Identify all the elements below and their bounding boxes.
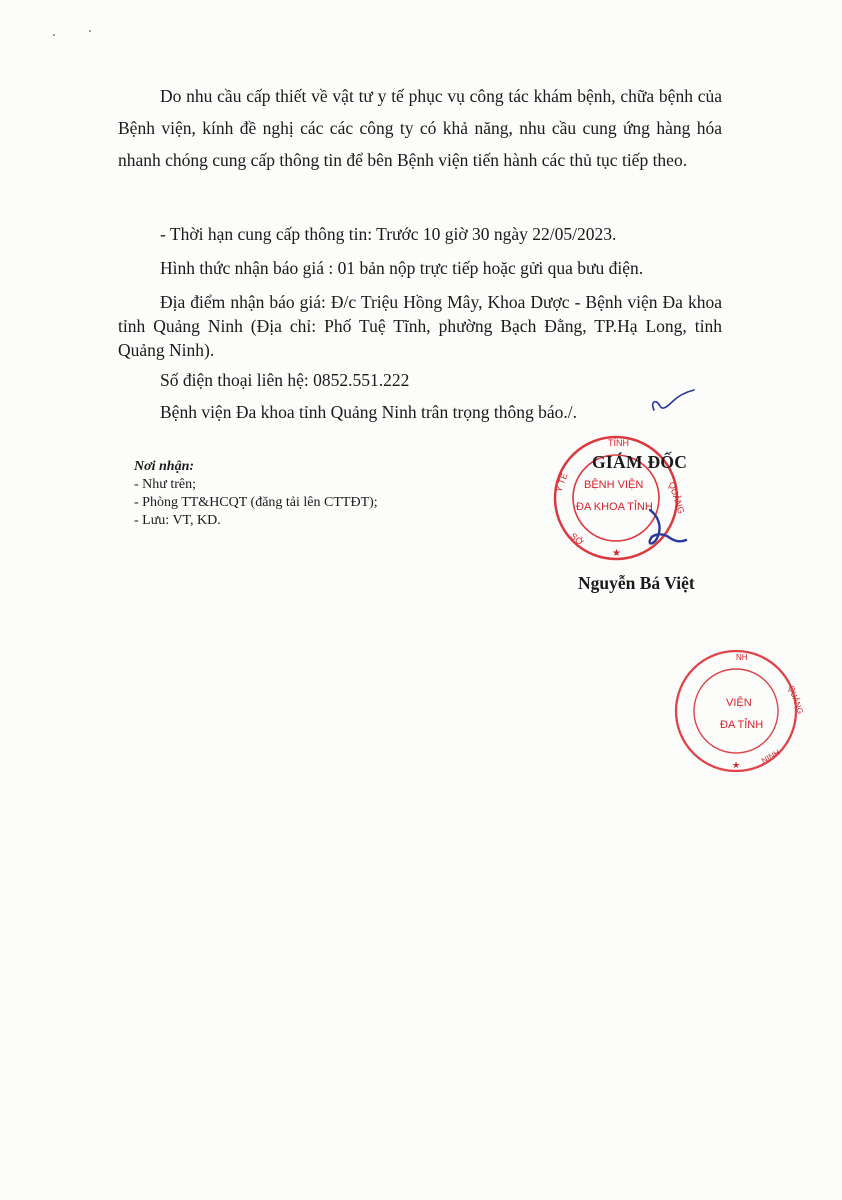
stamp-line-2: ĐA KHOA TỈNH <box>576 501 653 513</box>
stamp-line-1: BỆNH VIỆN <box>584 479 644 491</box>
partial-seal <box>716 644 806 778</box>
handwritten-signature <box>640 506 690 554</box>
location-paragraph: Địa điểm nhận báo giá: Đ/c Triệu Hồng Mây, Khoa Dược - Bệnh viện Đa khoa tỉnh Quảng Ninh (Địa chỉ: Phố Tuệ Tĩnh, phường Bạch Đằng, TP.Hạ Long, tỉnh Quảng Ninh). <box>118 292 722 360</box>
recipient-item: - Phòng TT&HCQT (đăng tải lên CTTĐT); <box>134 495 378 510</box>
recipients-block <box>134 458 378 530</box>
deadline-line: - Thời hạn cung cấp thông tin: Trước 10 giờ 30 ngày 22/05/2023. <box>160 224 617 244</box>
partial-line-2: ĐA TỈNH <box>720 719 764 731</box>
star-icon: ★ <box>612 548 621 559</box>
phone-line: Số điện thoại liên hệ: 0852.551.222 <box>160 370 410 390</box>
closing-line: Bệnh viện Đa khoa tỉnh Quảng Ninh trân trọng thông báo./. <box>160 402 578 422</box>
partial-ring-right: QUẢNG <box>786 684 806 716</box>
stamp-ring-right: QUẢNG <box>666 480 687 515</box>
initial-mark <box>648 388 698 418</box>
partial-line-1: VIỆN <box>726 697 752 709</box>
recipient-item: - Lưu: VT, KD. <box>134 513 221 528</box>
signature-title: GIÁM ĐỐC <box>592 452 688 472</box>
recipient-item: - Như trên; <box>134 477 197 492</box>
scan-speck <box>48 26 98 40</box>
recipients-title: Nơi nhận: <box>134 459 195 474</box>
stamp-ring-bottom: SỞ <box>568 530 586 548</box>
star-icon: ★ <box>732 760 741 770</box>
stamp-ring-left: Y TẾ <box>553 471 570 494</box>
method-line: Hình thức nhận báo giá : 01 bản nộp trực tiếp hoặc gửi qua bưu điện. <box>160 258 644 278</box>
partial-ring-bottom: NINH <box>760 747 782 766</box>
partial-ring-top: NH <box>736 653 748 662</box>
signer-name: Nguyễn Bá Việt <box>578 573 695 593</box>
intro-paragraph: Do nhu cầu cấp thiết về vật tư y tế phục vụ công tác khám bệnh, chữa bệnh của Bệnh viện, kính đề nghị các các công ty có khả năng, nhu cầu cung ứng hàng hóa nhanh chóng cung cấp thông tin để bên Bệnh viện tiến hành các thủ tục tiếp theo. <box>118 86 722 170</box>
stamp-ring-top: TỈNH <box>608 438 629 448</box>
